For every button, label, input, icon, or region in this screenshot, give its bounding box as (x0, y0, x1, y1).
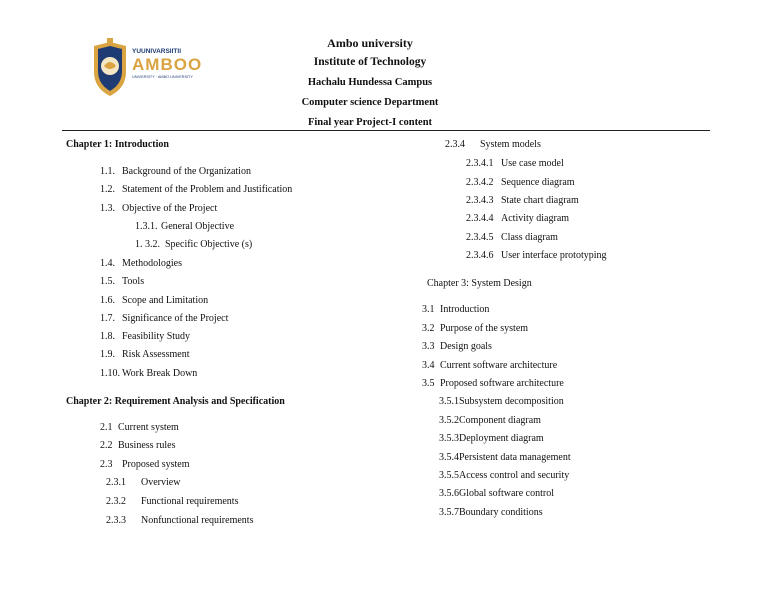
chapter3-title: Chapter 3: System Design (427, 278, 532, 289)
toc-item: 2.2 Business rules (100, 440, 176, 451)
toc-item: 2.3.1 Overview (106, 477, 181, 488)
toc-item: 2.3.4.1 Use case model (466, 158, 564, 169)
toc-item: 1.1. Background of the Organization (100, 166, 251, 177)
toc-item: 3.5.4Persistent data management (439, 452, 571, 463)
toc-item: 3.5.3Deployment diagram (439, 433, 544, 444)
department-name: Computer science Department (301, 97, 439, 108)
toc-item: 1.4. Methodologies (100, 258, 182, 269)
toc-item: 2.3.4.5 Class diagram (466, 232, 558, 243)
toc-item: 2.3.2 Functional requirements (106, 496, 239, 507)
toc-item: 3.4 Current software architecture (422, 360, 558, 371)
toc-item: 1.8. Feasibility Study (100, 331, 191, 342)
toc-item: 3.3 Design goals (422, 341, 492, 352)
toc-item: 3.1 Introduction (422, 304, 490, 315)
logo-text-sub: UNIVERSITY · AMBO UNIVERSITY (132, 75, 193, 79)
toc-item: 3.5.5Access control and security (439, 470, 570, 481)
logo-text-main: AMBOO (132, 55, 202, 74)
chapter2-title: Chapter 2: Requirement Analysis and Specification (66, 396, 285, 407)
toc-item: 1.10. Work Break Down (100, 368, 198, 379)
toc-item: 1.2. Statement of the Problem and Justification (100, 184, 293, 195)
toc-item: 1.5. Tools (100, 276, 145, 287)
toc-item: 1.6. Scope and Limitation (100, 295, 209, 306)
toc-item: 2.3 Proposed system (100, 459, 190, 470)
toc-item: 3.5.2Component diagram (439, 415, 541, 426)
toc-item: 2.3.4.2 Sequence diagram (466, 177, 575, 188)
campus-name: Hachalu Hundessa Campus (307, 77, 433, 88)
toc-item: 1.7. Significance of the Project (100, 313, 229, 324)
toc-item: 1.3. Objective of the Project (100, 203, 218, 214)
toc-item: 2.3.4.3 State chart diagram (466, 195, 579, 206)
toc-item: 1.3.1. General Objective (135, 221, 235, 232)
toc-item: 3.5.7Boundary conditions (439, 507, 543, 518)
toc-item: 2.3.3 Nonfunctional requirements (106, 515, 254, 526)
university-name: Ambo university (327, 36, 413, 50)
institute-name: Institute of Technology (313, 56, 427, 68)
logo-text-top: YUUNIVARSIITII (132, 48, 181, 55)
toc-item: 1.9. Risk Assessment (100, 349, 190, 360)
toc-item: 3.5.6Global software control (439, 488, 554, 499)
toc-item: 2.3.4 System models (445, 139, 541, 150)
toc-item: 2.1 Current system (100, 422, 179, 433)
toc-item: 3.2 Purpose of the system (422, 323, 529, 334)
toc-item: 1. 3.2. Specific Objective (s) (135, 239, 253, 250)
toc-item: 2.3.4.6 User interface prototyping (466, 250, 607, 261)
toc-item: 2.3.4.4 Activity diagram (466, 213, 570, 224)
toc-item: 3.5 Proposed software architecture (422, 378, 564, 389)
chapter1-title: Chapter 1: Introduction (66, 139, 169, 150)
document-title: Final year Project-I content (307, 117, 433, 128)
header-divider (62, 130, 710, 131)
toc-item: 3.5.1Subsystem decomposition (439, 396, 564, 407)
